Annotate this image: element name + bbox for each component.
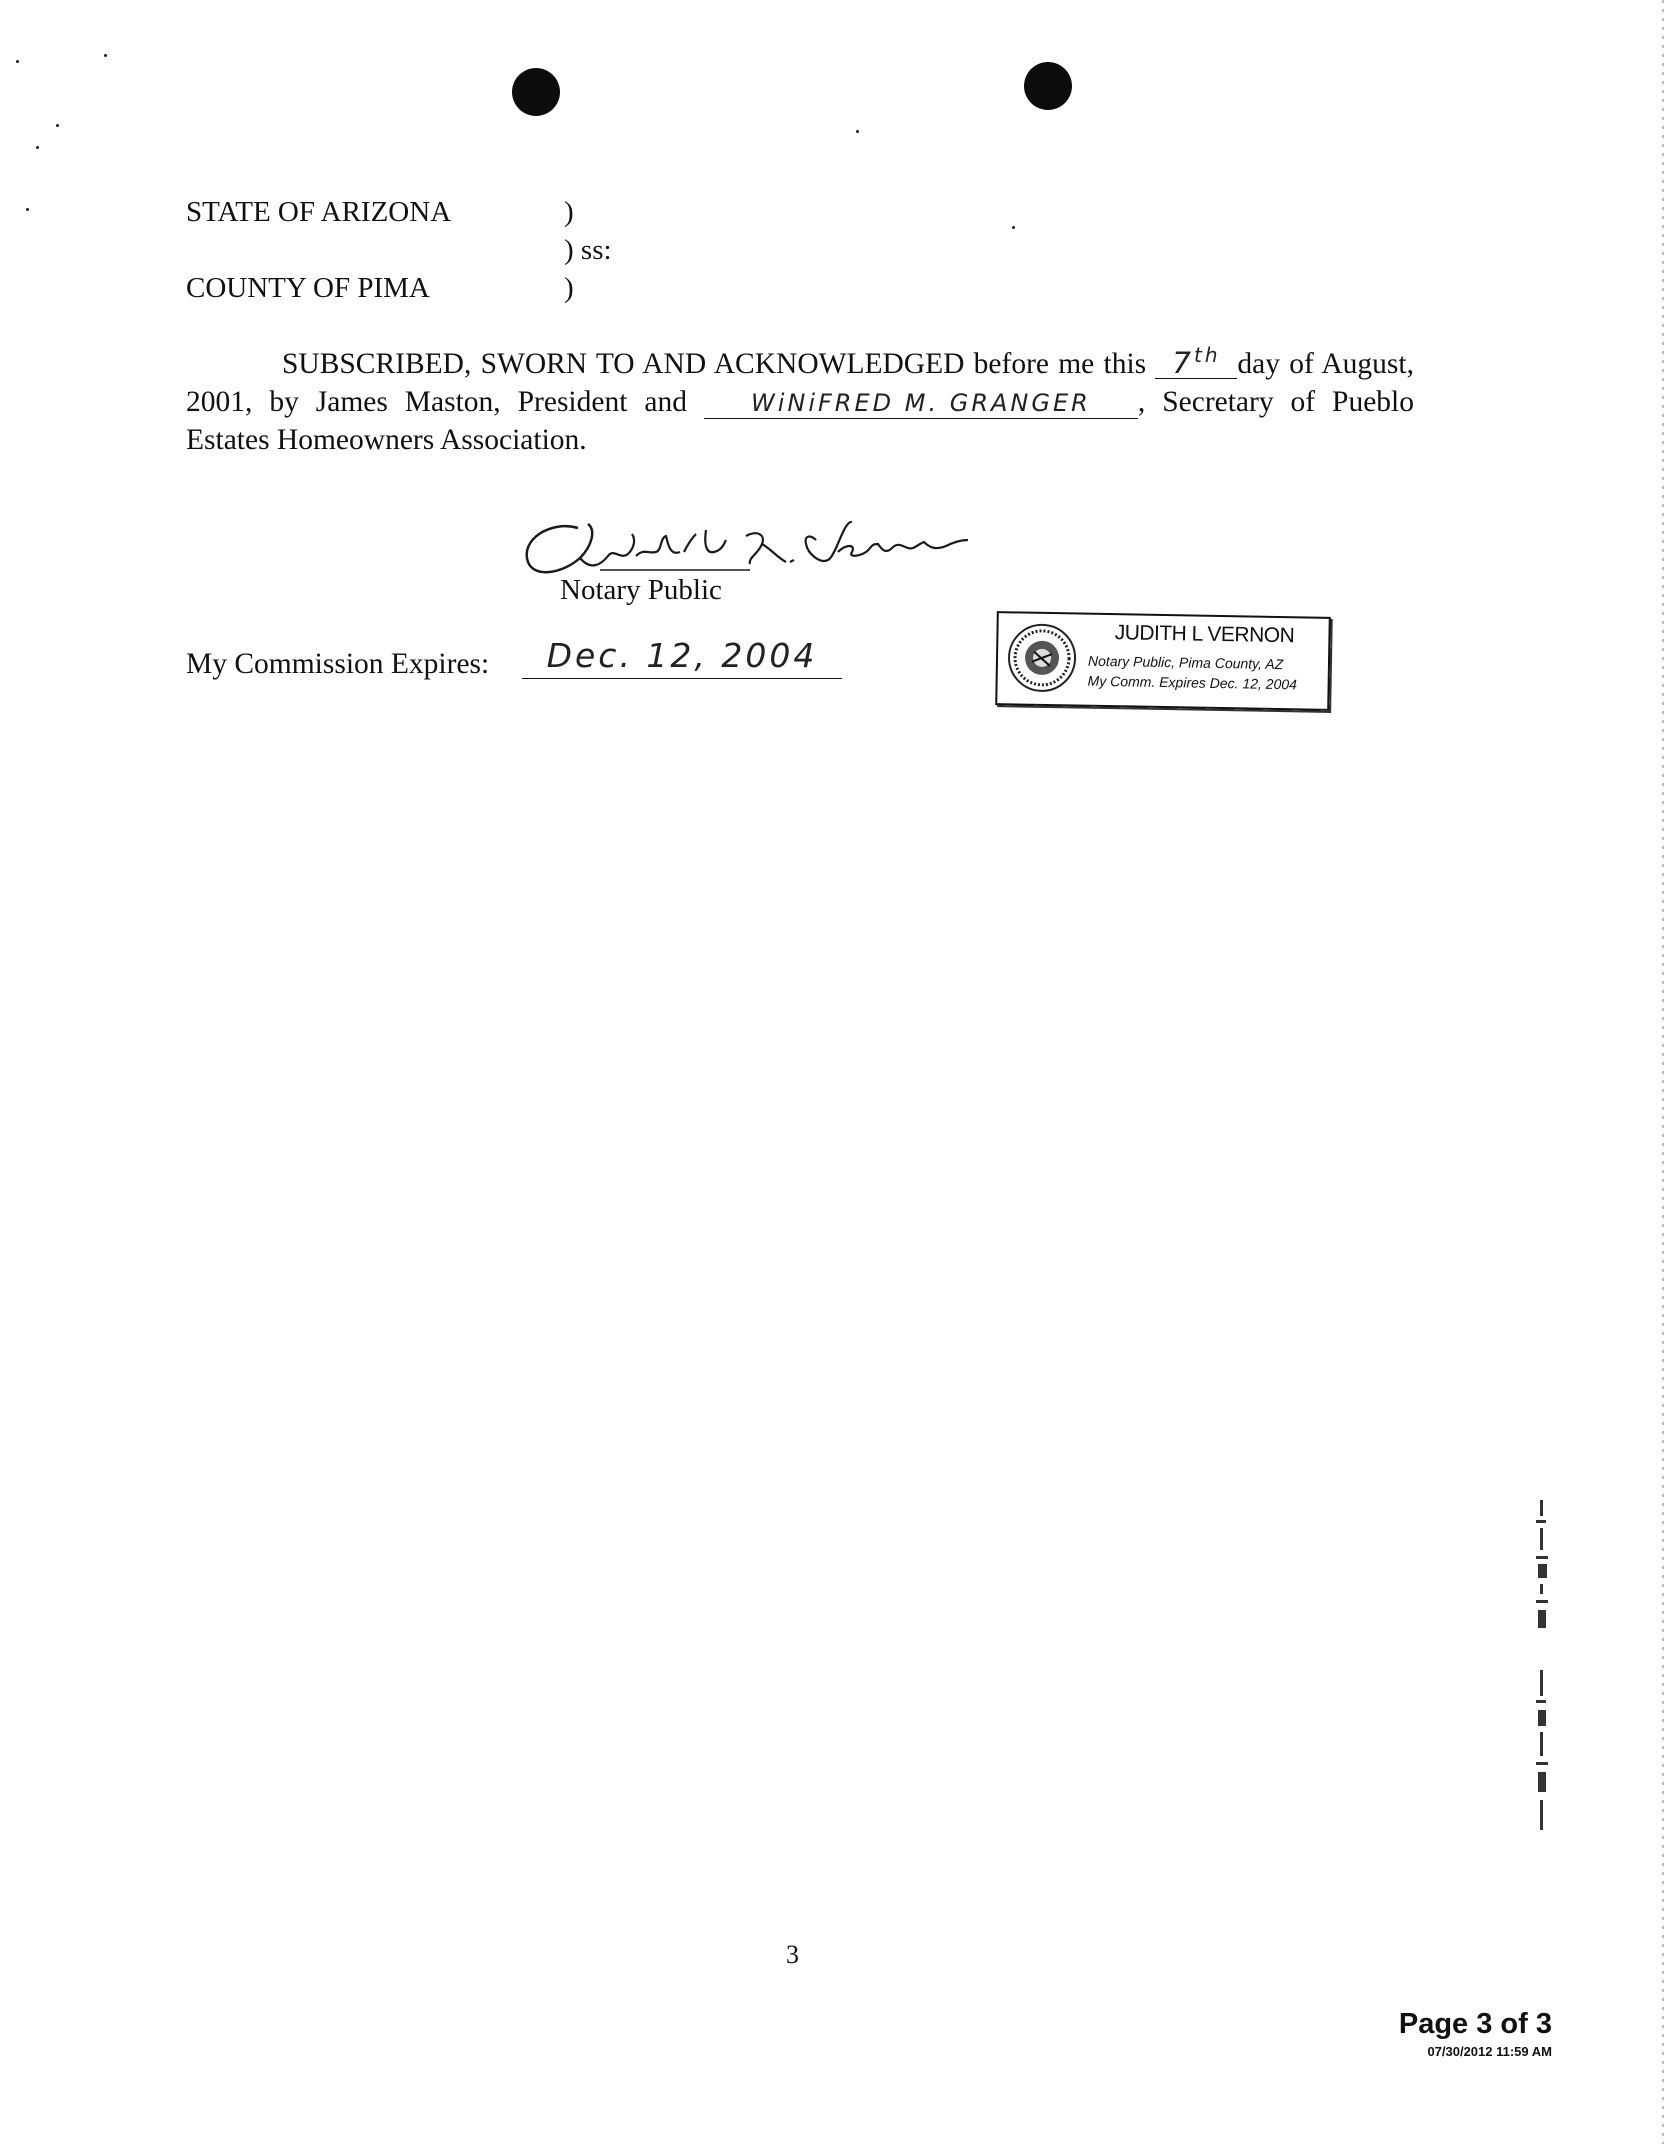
scan-speck — [26, 208, 29, 211]
notary-seal-icon — [1007, 623, 1076, 692]
margin-vertical-marks — [1532, 1500, 1554, 1840]
page-number: 3 — [786, 1940, 799, 1969]
scan-speck — [856, 130, 859, 133]
ack-after-day: day of August, 2001, by James Maston, President and — [186, 347, 1414, 418]
day-blank — [1155, 340, 1237, 379]
venue-paren-top: ) — [564, 196, 574, 228]
punch-hole-right — [1024, 62, 1072, 110]
punch-hole-left — [512, 68, 560, 116]
notary-stamp — [995, 611, 1331, 711]
ack-lead: SUBSCRIBED, SWORN TO AND ACKNOWLEDGED before me this — [282, 347, 1147, 380]
scan-speck — [1012, 226, 1015, 229]
commission-label: My Commission Expires: — [186, 648, 490, 680]
notary-public-label: Notary Public — [560, 574, 722, 606]
stamp-line-2: My Comm. Expires Dec. 12, 2004 — [1087, 672, 1298, 693]
commission-expiration-handwritten: Dec. 12, 2004 — [522, 634, 842, 679]
secretary-name-handwritten: WiNiFRED M. GRANGER — [704, 388, 1138, 419]
venue-paren-bottom: ) — [564, 272, 574, 304]
scan-speck — [36, 146, 39, 149]
footer-timestamp: 07/30/2012 11:59 AM — [1427, 2044, 1552, 2059]
venue-ss: ) ss: — [564, 234, 612, 266]
scan-speck — [104, 54, 107, 57]
scan-speck — [16, 60, 19, 63]
stamp-name: JUDITH L VERNON — [1114, 621, 1295, 648]
venue-county: COUNTY OF PIMA — [186, 272, 430, 304]
venue-state: STATE OF ARIZONA — [186, 196, 452, 228]
day-value: 7 — [1172, 345, 1194, 380]
day-suffix: th — [1194, 343, 1221, 367]
footer-page-label: Page 3 of 3 — [1398, 2008, 1552, 2040]
scan-speck — [56, 124, 59, 127]
ack-tail: , Secretary of Pueblo Estates Homeowners Association. — [186, 385, 1415, 456]
stamp-line-1: Notary Public, Pima County, AZ — [1087, 652, 1284, 673]
acknowledgment-paragraph — [186, 340, 1414, 459]
